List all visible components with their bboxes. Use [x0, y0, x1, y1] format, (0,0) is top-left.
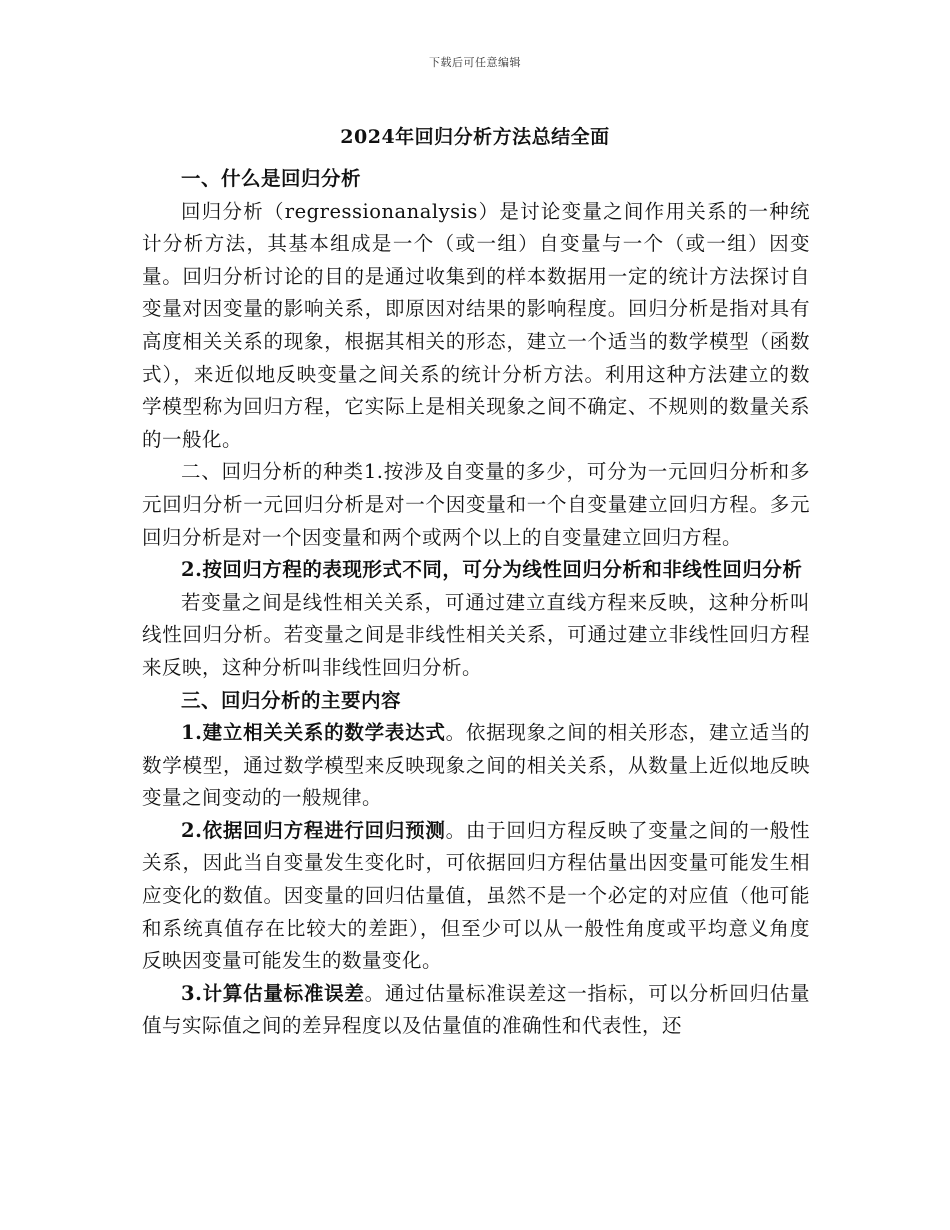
item-1-text: 。依据现象之间的相关形态，建立适当的数学模型，通过数学模型来反映现象之间的相关关系，从数量上近似地反映变量之间变动的一般规律。	[142, 721, 810, 810]
header-note: 下载后可任意编辑	[429, 56, 521, 69]
item-3-text: 。通过估量标准误差这一指标，可以分析回归估量值与实际值之间的差异程度以及估量值的准确性和代表性，还	[142, 981, 810, 1038]
paragraph-item-3	[142, 978, 810, 1043]
item-1-title: 1.建立相关关系的数学表达式	[181, 721, 446, 745]
paragraph-linear-nonlinear: 若变量之间是线性相关关系，可通过建立直线方程来反映，这种分析叫线性回归分析。若变量之间是非线性相关关系，可通过建立非线性回归方程来反映，这种分析叫非线性回归分析。	[142, 590, 810, 679]
item-2-title: 2.依据回归方程进行回归预测	[181, 818, 446, 842]
paragraph-regression-types: 二、回归分析的种类1.按涉及自变量的多少，可分为一元回归分析和多元回归分析一元回归分析是对一个因变量和一个自变量建立回归方程。多元回归分析是对一个因变量和两个或两个以上的自变量建立回归方程。	[142, 460, 810, 549]
document-body	[142, 163, 810, 1043]
item-3-title: 3.计算估量标准误差	[181, 981, 365, 1005]
subheading-equation-form: 2.按回归方程的表现形式不同，可分为线性回归分析和非线性回归分析	[181, 558, 803, 582]
paragraph-what-is-regression: 回归分析（regressionanalysis）是讨论变量之间作用关系的一种统计分析方法，其基本组成是一个（或一组）自变量与一个（或一组）因变量。回归分析讨论的目的是通过收集到的样本数据用一定的统计方法探讨自变量对因变量的影响关系，即原因对结果的影响程度。回归分析是指对具有高度相关关系的现象，根据其相关的形态，建立一个适当的数学模型（函数式），来近似地反映变量之间关系的统计分析方法。利用这种方法建立的数学模型称为回归方程，它实际上是相关现象之间不确定、不规则的数量关系的一般化。	[142, 199, 810, 451]
section-heading-1: 一、什么是回归分析	[181, 167, 362, 190]
paragraph-item-2	[142, 815, 810, 978]
section-heading-3: 三、回归分析的主要内容	[181, 688, 402, 712]
paragraph-item-1	[142, 717, 810, 815]
document-title: 2024年回归分析方法总结全面	[340, 126, 610, 148]
item-2-text: 。由于回归方程反映了变量之间的一般性关系，因此当自变量发生变化时，可依据回归方程估量出因变量可能发生相应变化的数值。因变量的回归估量值，虽然不是一个必定的对应值（他可能和系统真值存在比较大的差距），但至少可以从一般性角度或平均意义角度反映因变量可能发生的数量变化。	[142, 818, 810, 973]
